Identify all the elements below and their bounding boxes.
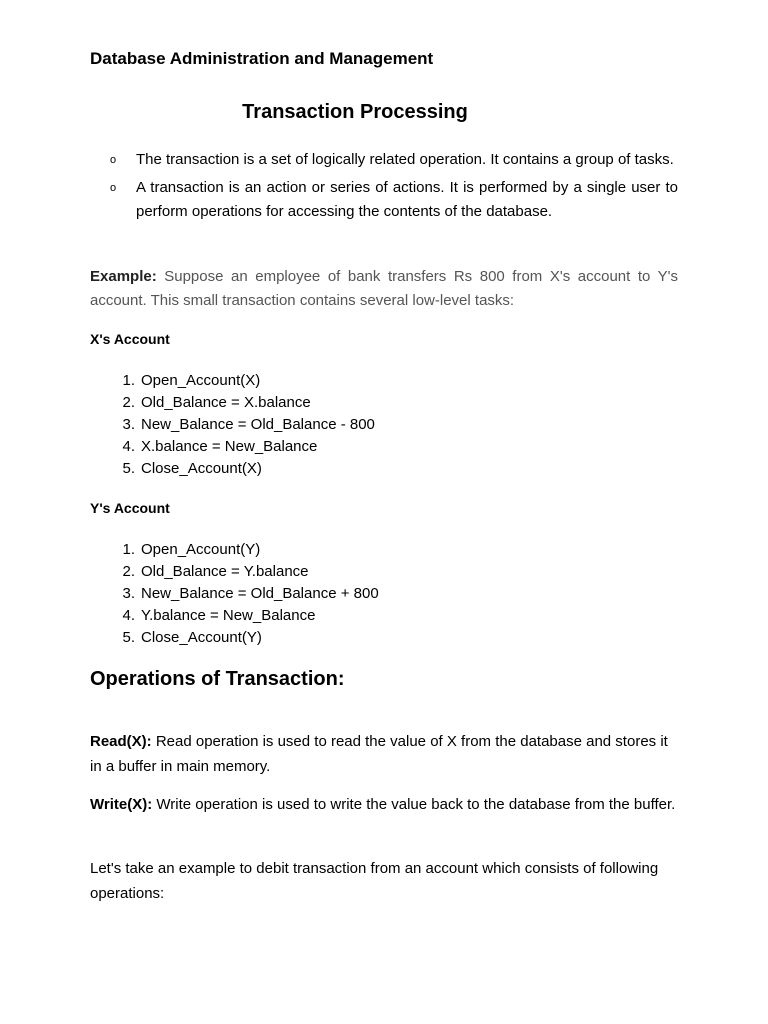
list-item: 3. New_Balance = Old_Balance - 800 [122, 416, 375, 433]
write-paragraph [90, 792, 678, 817]
x-account-heading: X's Account [90, 331, 170, 347]
read-text: Read operation is used to read the value of X from the database and stores it in a buffer in main memory. [90, 733, 668, 775]
definition-bullets [90, 148, 678, 228]
x-account-steps [90, 370, 375, 480]
list-item: 5. Close_Account(X) [122, 460, 262, 477]
write-text: Write operation is used to write the value back to the database from the buffer. [152, 796, 676, 813]
course-title: Database Administration and Management [90, 49, 434, 68]
y-account-steps [90, 539, 379, 649]
read-label: Read(X): [90, 733, 152, 750]
list-item: 1. Open_Account(X) [122, 372, 261, 389]
example-label: Example: [90, 268, 157, 285]
list-item: 4. X.balance = New_Balance [122, 438, 318, 455]
example-text: Suppose an employee of bank transfers Rs 800 from X's account to Y's account. This small transaction contains several low-level tasks: [90, 268, 678, 309]
closing-paragraph: Let's take an example to debit transaction from an account which consists of following operations: [90, 860, 659, 902]
list-item: 3. New_Balance = Old_Balance + 800 [122, 585, 379, 602]
read-paragraph [90, 729, 678, 779]
list-item: 1. Open_Account(Y) [122, 541, 261, 558]
list-item: 2. Old_Balance = X.balance [122, 394, 311, 411]
list-item [90, 176, 678, 224]
page-title: Transaction Processing [242, 101, 468, 123]
list-item: 5. Close_Account(Y) [122, 629, 262, 646]
list-item: 4. Y.balance = New_Balance [122, 607, 316, 624]
list-item [90, 148, 678, 172]
y-account-heading: Y's Account [90, 500, 170, 516]
bullet-text: The transaction is a set of logically related operation. It contains a group of tasks. [136, 151, 674, 168]
list-item: 2. Old_Balance = Y.balance [122, 563, 309, 580]
bullet-circle-icon: o [110, 154, 117, 166]
operations-heading: Operations of Transaction: [90, 668, 345, 690]
bullet-text: A transaction is an action or series of actions. It is performed by a single user to perform operations for accessing the contents of the database. [136, 179, 678, 220]
bullet-circle-icon: o [110, 182, 117, 194]
example-paragraph [90, 265, 678, 313]
write-label: Write(X): [90, 796, 153, 813]
